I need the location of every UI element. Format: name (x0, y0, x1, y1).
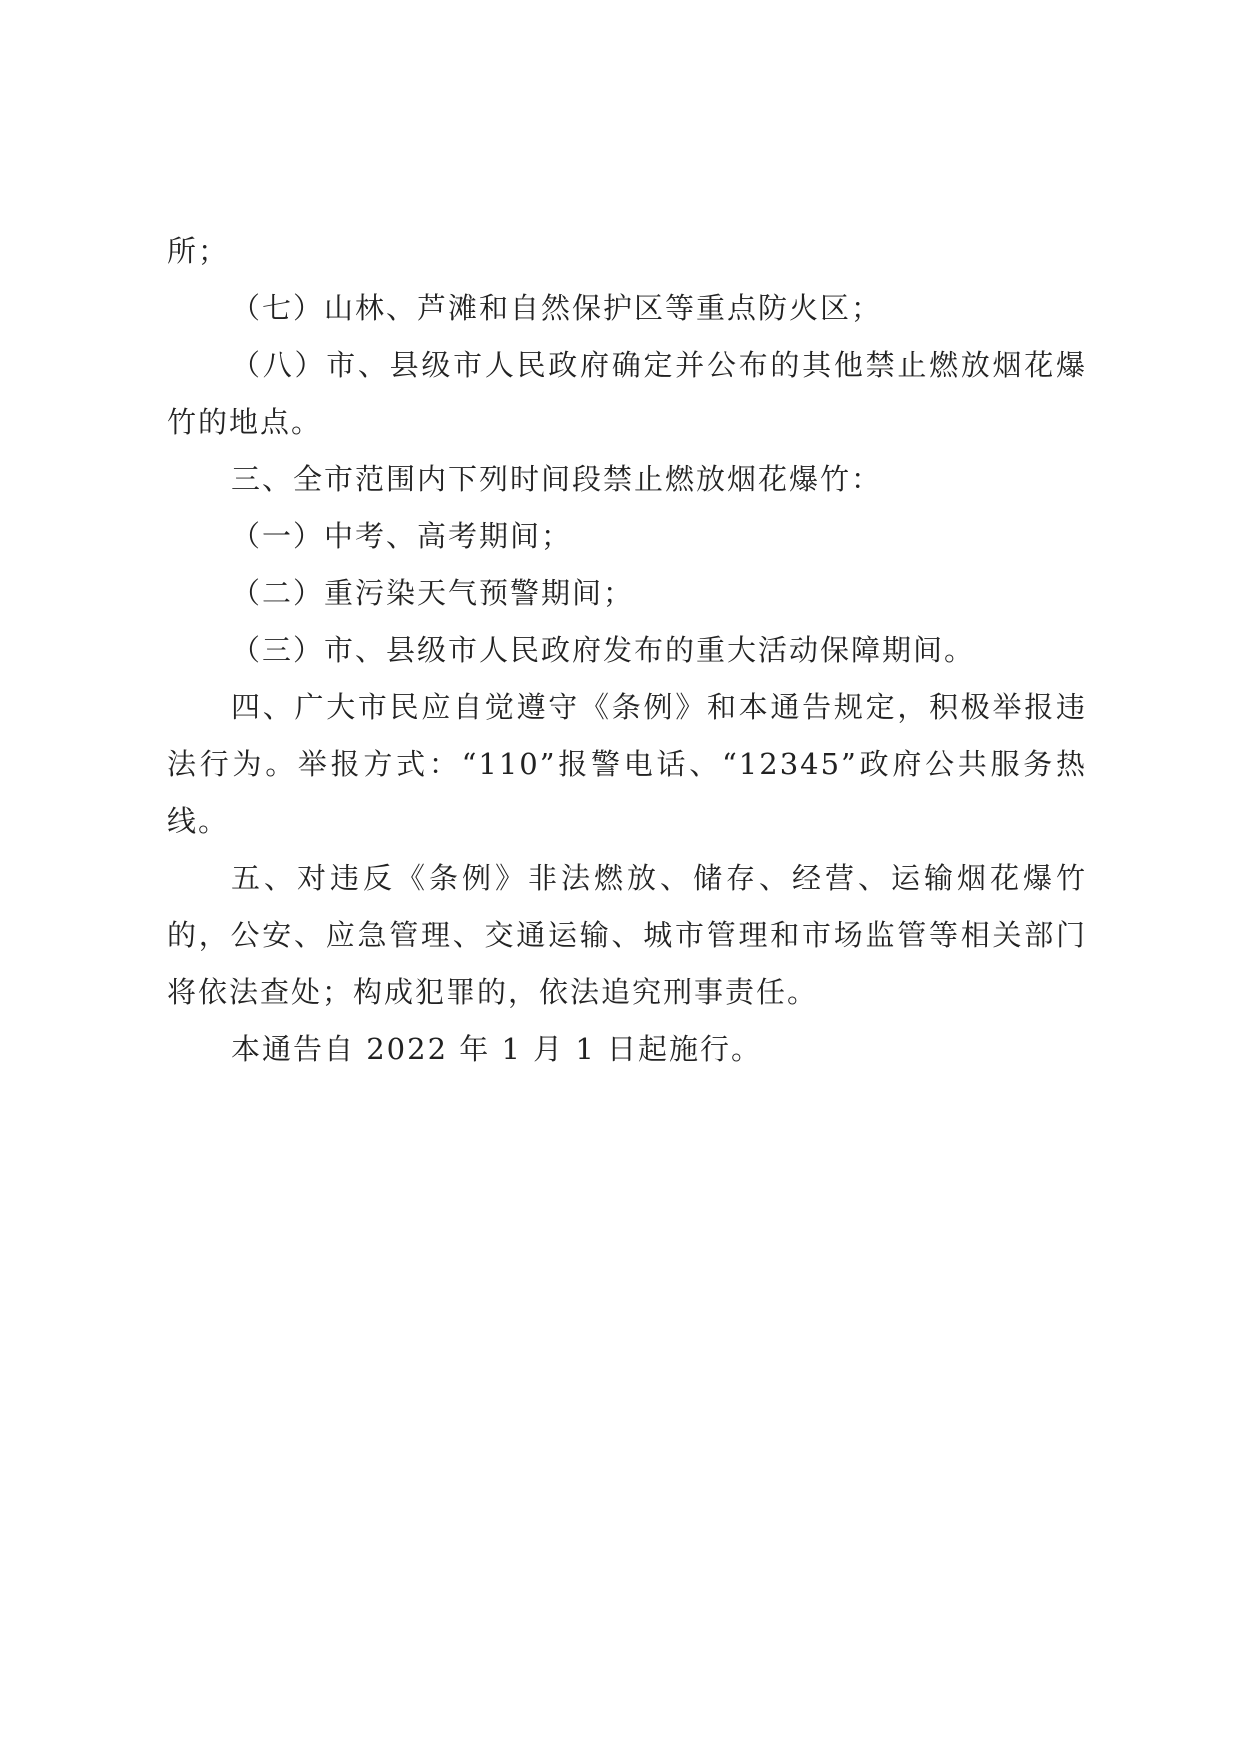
paragraph-item-8: （八）市、县级市人民政府确定并公布的其他禁止燃放烟花爆竹的地点。 (167, 348, 1087, 439)
paragraph-item-7: （七）山林、芦滩和自然保护区等重点防火区； (231, 291, 883, 325)
paragraph-effective-date: 本通告自 2022 年 1 月 1 日起施行。 (231, 1032, 763, 1066)
paragraph-section-3: 三、全市范围内下列时间段禁止燃放烟花爆竹： (231, 462, 883, 496)
paragraph-item-1: （一）中考、高考期间； (231, 519, 573, 553)
paragraph-section-5: 五、对违反《条例》非法燃放、储存、经营、运输烟花爆竹的，公安、应急管理、交通运输、城市管理和市场监管等相关部门将依法查处；构成犯罪的，依法追究刑事责任。 (167, 861, 1087, 1009)
paragraph-section-4: 四、广大市民应自觉遵守《条例》和本通告规定，积极举报违法行为。举报方式：“110”报警电话、“12345”政府公共服务热线。 (167, 690, 1087, 838)
paragraph-continuation: 所； (167, 234, 230, 268)
paragraph-item-3: （三）市、县级市人民政府发布的重大活动保障期间。 (231, 633, 976, 667)
document-body (167, 223, 1087, 1078)
paragraph-item-2: （二）重污染天气预警期间； (231, 576, 635, 610)
